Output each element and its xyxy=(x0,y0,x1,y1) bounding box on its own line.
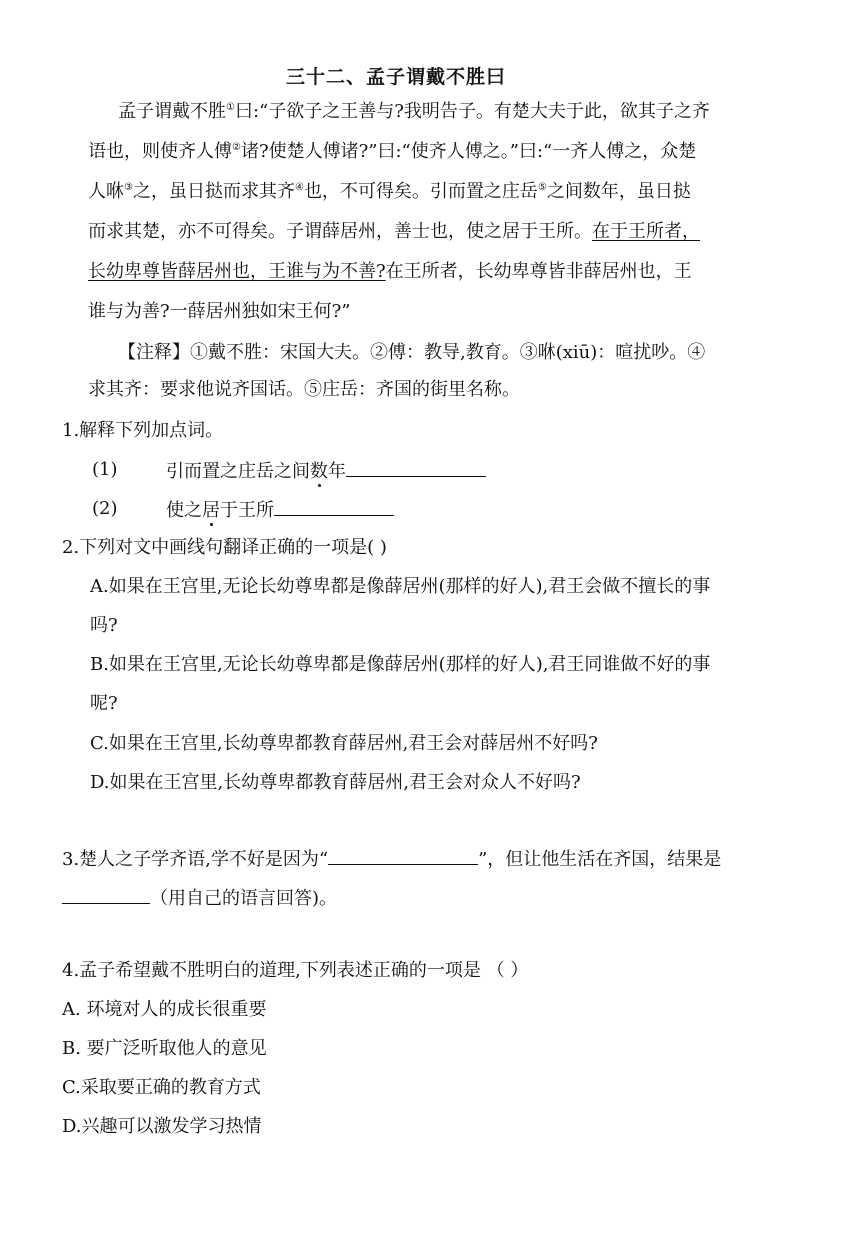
passage-line-6 xyxy=(88,300,351,324)
option-a[interactable]: A. 环境对人的成长很重要 xyxy=(62,999,267,1020)
option-c[interactable]: C.采取要正确的教育方式 xyxy=(62,1077,261,1098)
passage-line-5 xyxy=(88,260,692,284)
passage-text: 人咻 xyxy=(88,181,124,202)
option-a[interactable]: A.如果在王宫里,无论长幼尊卑都是像薛居州(那样的好人),君王会做不擅长的事 xyxy=(90,576,711,597)
option-b[interactable]: B.如果在王宫里,无论长幼尊卑都是像薛居州(那样的好人),君王同谁做不好的事 xyxy=(90,654,711,675)
question-1-item-1 xyxy=(166,458,486,484)
option-d[interactable]: D.兴趣可以激发学习热情 xyxy=(62,1116,262,1137)
option-c[interactable]: C.如果在王宫里,长幼尊卑都教育薛居州,君王会对薛居州不好吗? xyxy=(90,733,598,754)
dotted-word: 数 xyxy=(310,461,328,482)
item-number: (2) xyxy=(92,498,118,519)
footnote-marker: ⑤ xyxy=(537,182,547,193)
dotted-word: 居 xyxy=(202,500,220,521)
option-b-continued: 呢? xyxy=(90,693,118,714)
footnote-marker: ① xyxy=(226,102,235,113)
question-1-stem: 1.解释下列加点词。 xyxy=(62,420,224,441)
option-d[interactable]: D.如果在王宫里,长幼尊卑都教育薛居州,君王会对众人不好吗? xyxy=(90,772,581,793)
item-number: (1) xyxy=(92,459,118,480)
option-b[interactable]: B. 要广泛听取他人的意见 xyxy=(62,1038,267,1059)
answer-blank[interactable] xyxy=(328,846,478,865)
answer-blank[interactable] xyxy=(346,458,486,477)
question-3-continued xyxy=(62,885,337,911)
question-text: 3.楚人之子学齐语,学不好是因为“ xyxy=(62,849,329,870)
annotation-line-2: 求其齐：要求他说齐国话。⑤庄岳：齐国的街里名称。 xyxy=(88,379,520,400)
item-text: 于王所 xyxy=(220,500,274,521)
footnote-marker: ② xyxy=(232,142,241,153)
option-a-continued: 吗? xyxy=(90,615,118,636)
answer-blank[interactable] xyxy=(62,885,150,904)
passage-text: 之，虽日挞而求其齐 xyxy=(132,181,295,202)
passage-text: 语也，则使齐人傅 xyxy=(88,141,232,162)
question-text: （用自己的语言回答)。 xyxy=(150,888,338,909)
item-text: 使之 xyxy=(166,500,202,521)
passage-line-3 xyxy=(88,180,691,204)
item-text: 引而置之庄岳之间 xyxy=(166,461,310,482)
page-title: 三十二、孟子谓戴不胜曰 xyxy=(286,66,507,88)
passage-text: 也，不可得矣。引而置之庄岳 xyxy=(303,181,538,202)
passage-line-1 xyxy=(118,100,710,124)
underlined-sentence: 长幼卑尊皆薛居州也，王谁与为不善? xyxy=(88,261,386,282)
question-4-stem: 4.孟子希望戴不胜明白的道理,下列表述正确的一项是 （ ） xyxy=(62,960,529,981)
passage-line-4 xyxy=(88,220,700,244)
underlined-sentence: 在于王所者， xyxy=(592,221,700,242)
question-1-item-2 xyxy=(166,497,394,523)
passage-text: 而求其楚，亦不可得矣。子谓薛居州，善士也，使之居于王所。 xyxy=(88,221,592,242)
passage-text: 谁与为善?一薛居州独如宋王何?” xyxy=(88,301,351,322)
passage-text: 之间数年，虽日挞 xyxy=(546,181,691,202)
passage-text: 在王所者，长幼卑尊皆非薛居州也，王 xyxy=(385,261,692,282)
question-3-stem xyxy=(62,846,721,872)
item-text: 年 xyxy=(328,461,346,482)
question-2-stem: 2.下列对文中画线句翻译正确的一项是( ) xyxy=(62,537,387,558)
passage-line-2 xyxy=(88,140,696,164)
answer-blank[interactable] xyxy=(274,497,394,516)
footnote-marker: ③ xyxy=(124,182,133,193)
passage-text: 孟子谓戴不胜 xyxy=(118,101,226,122)
annotation-line-1: 【注释】①戴不胜：宋国大夫。②傅：教导,教育。③咻(xiū)：喧扰吵。④ xyxy=(118,342,706,363)
question-text: ”，但让他生活在齐国，结果是 xyxy=(478,849,722,870)
passage-text: 诸?使楚人傅诸?”曰:“使齐人傅之。”曰:“一齐人傅之，众楚 xyxy=(240,141,697,162)
passage-text: 曰:“子欲子之王善与?我明告子。有楚大夫于此，欲其子之齐 xyxy=(234,101,710,122)
footnote-marker: ④ xyxy=(294,182,304,193)
